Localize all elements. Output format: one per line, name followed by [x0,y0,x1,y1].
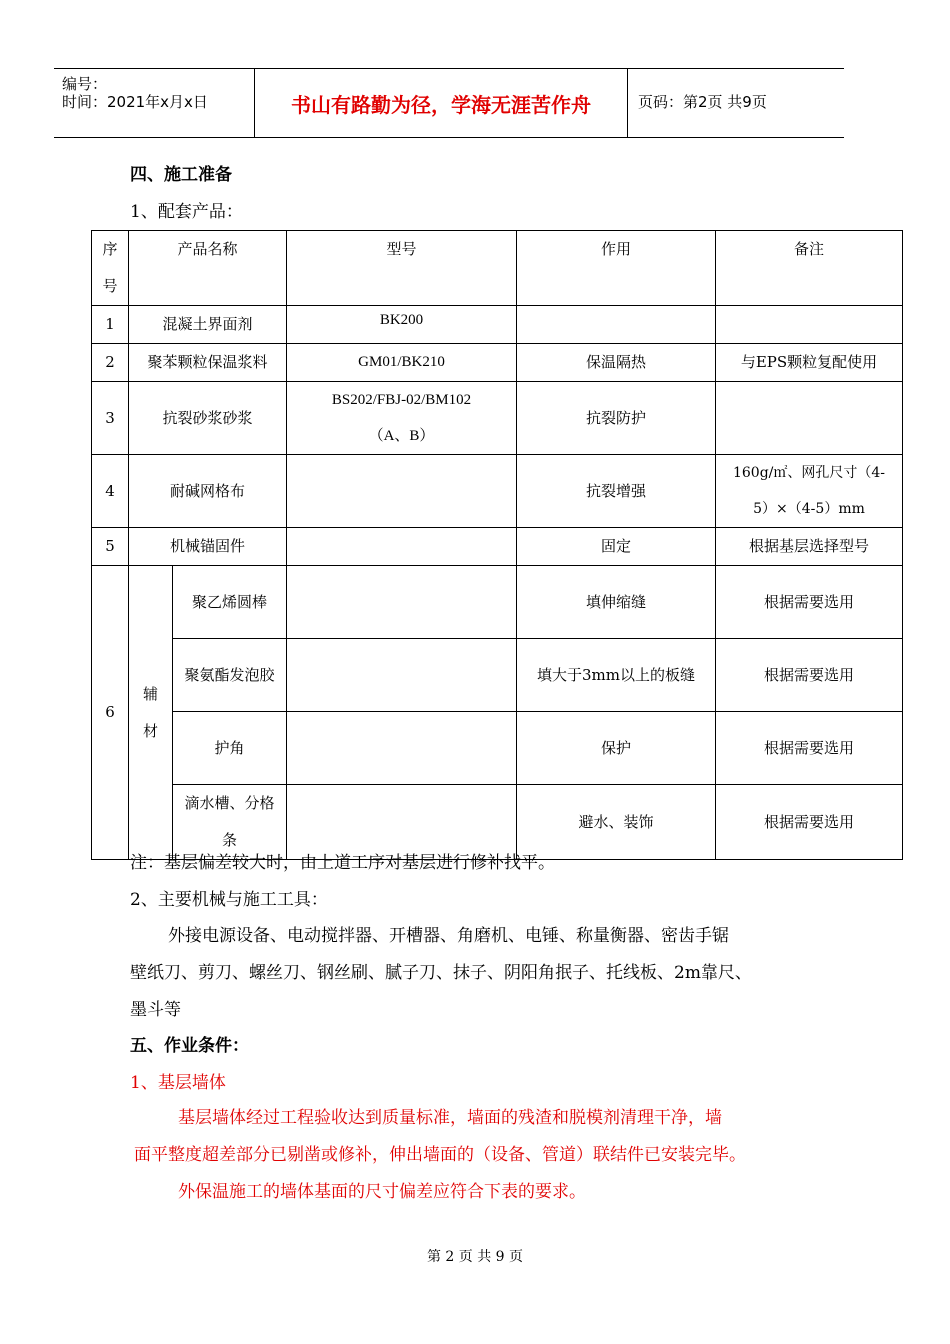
table-row [92,344,903,382]
section4-sub2: 2、主要机械与施工工具： [130,890,328,910]
cell-name: 护角 [173,712,287,785]
page-footer: 第 2 页 共 9 页 [426,1249,524,1265]
cell-name: 聚乙烯圆棒 [173,566,287,639]
section4-title: 四、施工准备 [130,165,232,185]
section5-sub1: 1、基层墙体 [130,1073,226,1093]
header-use: 作用 [517,231,716,306]
time-label: 时间：2021年x月x日 [62,93,208,111]
tools-line-2: 壁纸刀、剪刀、螺丝刀、钢丝刷、腻子刀、抹子、阴阳角抿子、托线板、2m靠尺、 [130,963,752,983]
header-name: 产品名称 [129,231,287,306]
table-row [92,566,903,639]
table-row [92,712,903,785]
cell-model [287,639,517,712]
cell-group: 辅材 [129,566,173,860]
cell-name: 机械锚固件 [129,528,287,566]
section5-para1-line2: 面平整度超差部分已剔凿或修补，伸出墙面的（设备、管道）联结件已安装完毕。 [134,1145,746,1165]
cell-model: GM01/BK210 [287,344,517,382]
cell-note: 根据需要选用 [716,712,903,785]
cell-model: BK200 [287,306,517,344]
cell-use: 抗裂防护 [517,382,716,455]
tools-line-3: 墨斗等 [130,1000,181,1020]
cell-use: 填大于3mm以上的板缝 [517,639,716,712]
cell-name: 混凝土界面剂 [129,306,287,344]
section5-para1-line1: 基层墙体经过工程验收达到质量标准，墙面的残渣和脱模剂清理干净，墙 [178,1108,722,1128]
cell-model: BS202/FBJ-02/BM102（A、B） [287,382,517,455]
cell-use: 填伸缩缝 [517,566,716,639]
cell-no: 4 [92,455,129,528]
cell-note: 根据需要选用 [716,639,903,712]
cell-use [517,306,716,344]
header-page-info: 页码：第2页 共9页 [638,93,767,111]
cell-no: 3 [92,382,129,455]
table-row [92,528,903,566]
cell-name: 聚苯颗粒保温浆料 [129,344,287,382]
cell-name: 抗裂砂浆砂浆 [129,382,287,455]
cell-note: 根据需要选用 [716,785,903,860]
section4-sub1: 1、配套产品： [130,202,243,222]
cell-no: 6 [92,566,129,860]
table-row [92,382,903,455]
header-motto: 书山有路勤为径，学海无涯苦作舟 [255,69,628,137]
tools-line-1: 外接电源设备、电动搅拌器、开槽器、角磨机、电锤、称量衡器、密齿手锯 [168,926,729,946]
cell-note: 160g/㎡、网孔尺寸（4-5）×（4-5）mm [716,455,903,528]
cell-use: 保温隔热 [517,344,716,382]
header-note: 备注 [716,231,903,306]
table-row [92,306,903,344]
cell-no: 5 [92,528,129,566]
cell-no: 1 [92,306,129,344]
products-table [91,230,903,860]
page-header [54,68,844,138]
header-no: 序号 [92,231,129,306]
cell-name: 耐碱网格布 [129,455,287,528]
cell-no: 2 [92,344,129,382]
header-model: 型号 [287,231,517,306]
cell-use: 避水、装饰 [517,785,716,860]
table-row [92,455,903,528]
cell-note: 根据需要选用 [716,566,903,639]
cell-note [716,382,903,455]
cell-use: 抗裂增强 [517,455,716,528]
number-label: 编号： [62,75,108,93]
cell-note: 根据基层选择型号 [716,528,903,566]
cell-model [287,566,517,639]
cell-note: 与EPS颗粒复配使用 [716,344,903,382]
table-note: 注：基层偏差较大时，由上道工序对基层进行修补找平。 [130,853,555,873]
cell-use: 固定 [517,528,716,566]
cell-model [287,455,517,528]
cell-model [287,528,517,566]
section5-para2: 外保温施工的墙体基面的尺寸偏差应符合下表的要求。 [178,1182,586,1202]
cell-name: 聚氨酯发泡胶 [173,639,287,712]
cell-use: 保护 [517,712,716,785]
header-meta [54,69,255,137]
cell-note [716,306,903,344]
table-row [92,639,903,712]
cell-model [287,712,517,785]
cell-name: 滴水槽、分格条 [173,785,287,860]
section5-title: 五、作业条件： [130,1036,249,1056]
table-header-row [92,231,903,306]
